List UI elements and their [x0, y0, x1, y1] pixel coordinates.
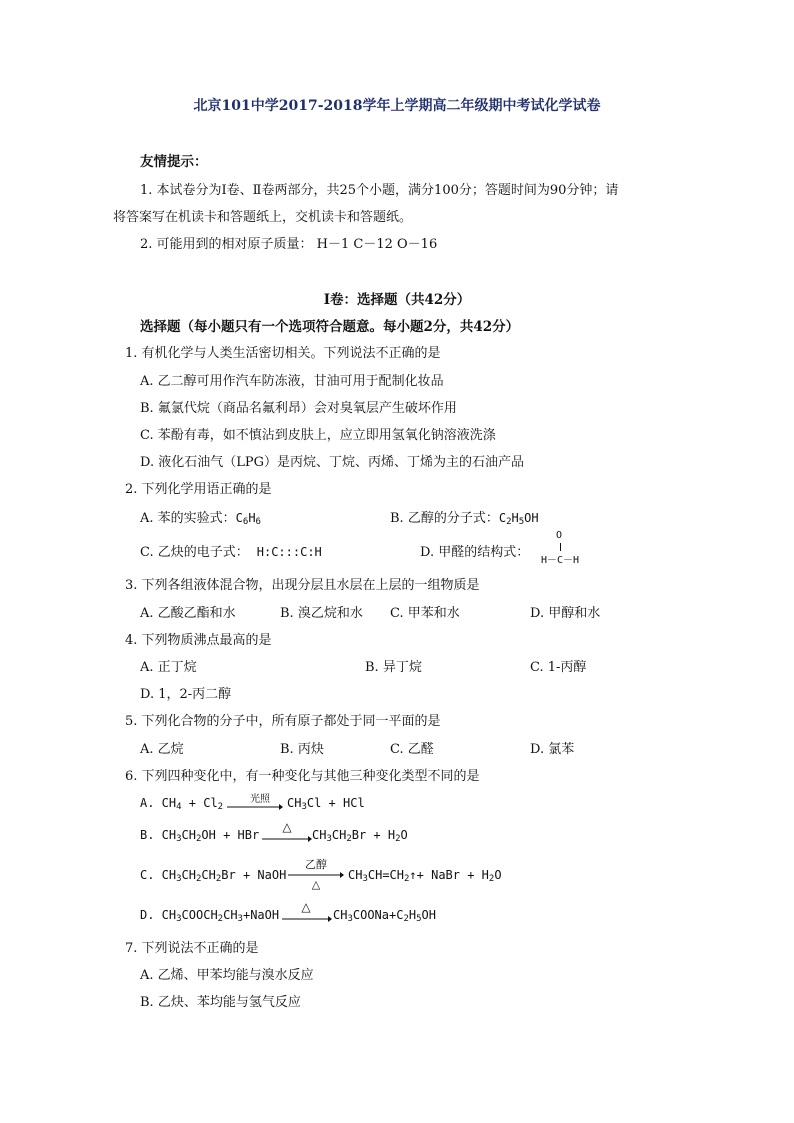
- question-2-option-d: [420, 541, 529, 560]
- reaction-a-arrow: [227, 804, 283, 810]
- question-2-stem: 2. 下列化学用语正确的是: [125, 482, 272, 497]
- acetylene-electron-formula: H:C:::C:H: [256, 545, 322, 559]
- question-5-option-a: A. 乙烷: [140, 742, 184, 757]
- reaction-d-products: $CH_3COONa+C_2H_5OH$: [333, 908, 436, 924]
- option-c-label: C. 乙炔的电子式：: [140, 545, 249, 560]
- question-5-option-b: B. 丙炔: [280, 742, 324, 757]
- question-4-option-b: B. 异丁烷: [365, 660, 422, 675]
- question-5-option-d: D. 氯苯: [530, 742, 575, 757]
- question-7-option-b: B. 乙炔、苯均能与氢气反应: [140, 995, 301, 1010]
- reaction-c-condition-top: 乙醇: [305, 858, 327, 871]
- benzene-empirical-formula: $C_6H_6$: [235, 511, 261, 527]
- question-1-option-b: B. 氟氯代烷（商品名氟利昂）会对臭氧层产生破坏作用: [140, 401, 457, 416]
- question-2-option-c: [140, 541, 322, 560]
- option-b-label: B. 乙醇的分子式：: [390, 511, 499, 526]
- reaction-b-products: $CH_3CH_2Br + H_2O$: [312, 828, 408, 844]
- question-4-option-a: A. 正丁烷: [140, 660, 197, 675]
- reaction-c-reactants: C. $CH_3CH_2CH_2Br$ + NaOH: [140, 868, 287, 884]
- reaction-b-condition: △: [282, 820, 292, 834]
- question-1-option-a: A. 乙二醇可用作汽车防冻液，甘油可用于配制化妆品: [140, 374, 444, 389]
- reaction-b-arrow: [262, 836, 312, 842]
- question-2-option-a: [140, 507, 261, 527]
- question-3-option-a: A. 乙酸乙酯和水: [140, 606, 236, 621]
- tip-item-1-line-2: 将答案写在机读卡和答题纸上，交机读卡和答题纸。: [113, 210, 413, 225]
- question-4-option-d: D. 1，2-丙二醇: [140, 687, 232, 702]
- question-4-stem: 4. 下列物质沸点最高的是: [125, 633, 272, 648]
- option-d-label: D. 甲醛的结构式：: [420, 545, 530, 560]
- reaction-d-reactants: D. $CH_3COOCH_2CH_3+NaOH$: [140, 908, 280, 924]
- tips-heading: 友情提示：: [140, 154, 208, 170]
- page-title: 北京101中学2017-2018学年上学期高二年级期中考试化学试卷: [193, 98, 601, 114]
- question-3-option-b: B. 溴乙烷和水: [280, 606, 363, 621]
- question-5-option-c: C. 乙醛: [390, 742, 434, 757]
- question-7-option-a: A. 乙烯、甲苯均能与溴水反应: [140, 968, 314, 983]
- formaldehyde-oxygen: O: [556, 530, 563, 541]
- reaction-a-reactants: A. $CH_4 + Cl_2$: [140, 796, 224, 812]
- question-3-option-c: C. 甲苯和水: [390, 606, 460, 621]
- question-1-option-c: C. 苯酚有毒，如不慎沾到皮肤上，应立即用氢氧化钠溶液洗涤: [140, 428, 496, 443]
- reaction-a-condition: 光照: [250, 794, 270, 805]
- tip-item-1-line-1: 1. 本试卷分为Ⅰ卷、Ⅱ卷两部分，共25个小题，满分100分；答题时间为90分钟；请: [140, 183, 619, 198]
- question-7-stem: 7. 下列说法不正确的是: [125, 941, 259, 956]
- section-1-title: Ⅰ卷：选择题（共42分）: [323, 292, 471, 308]
- question-1-option-d: D. 液化石油气（LPG）是丙烷、丁烷、丙烯、丁烯为主的石油产品: [140, 455, 524, 470]
- reaction-b-reactants: B. $CH_3CH_2OH$ + HBr: [140, 828, 260, 844]
- reaction-d-arrow: [282, 916, 332, 922]
- question-1-stem: 1. 有机化学与人类生活密切相关。下列说法不正确的是: [125, 346, 441, 361]
- question-4-option-c: C. 1-丙醇: [530, 660, 587, 675]
- reaction-c-products: $CH_3CH=CH_2↑+$ NaBr + $H_2O$: [348, 868, 502, 884]
- question-5-stem: 5. 下列化合物的分子中，所有原子都处于同一平面的是: [125, 714, 441, 729]
- question-6-stem: 6. 下列四种变化中，有一种变化与其他三种变化类型不同的是: [125, 769, 480, 784]
- tip-item-2: 2. 可能用到的相对原子质量： H－1 C－12 O－16: [140, 237, 438, 252]
- question-3-option-d: D. 甲醇和水: [530, 606, 601, 621]
- reaction-a-products: $CH_3Cl$ + HCl: [287, 796, 365, 812]
- reaction-d-condition: △: [301, 900, 311, 914]
- formaldehyde-chain: H－C－H: [541, 555, 580, 566]
- option-a-label: A. 苯的实验式：: [140, 511, 236, 526]
- section-1-instructions: 选择题（每小题只有一个选项符合题意。每小题2分，共42分）: [140, 319, 520, 335]
- question-2-option-b: [390, 507, 539, 527]
- ethanol-formula: $C_2H_5OH$: [498, 511, 539, 527]
- question-3-stem: 3. 下列各组液体混合物，出现分层且水层在上层的一组物质是: [125, 578, 480, 593]
- reaction-c-condition-bottom: △: [311, 878, 321, 891]
- double-bond-line: [560, 543, 561, 551]
